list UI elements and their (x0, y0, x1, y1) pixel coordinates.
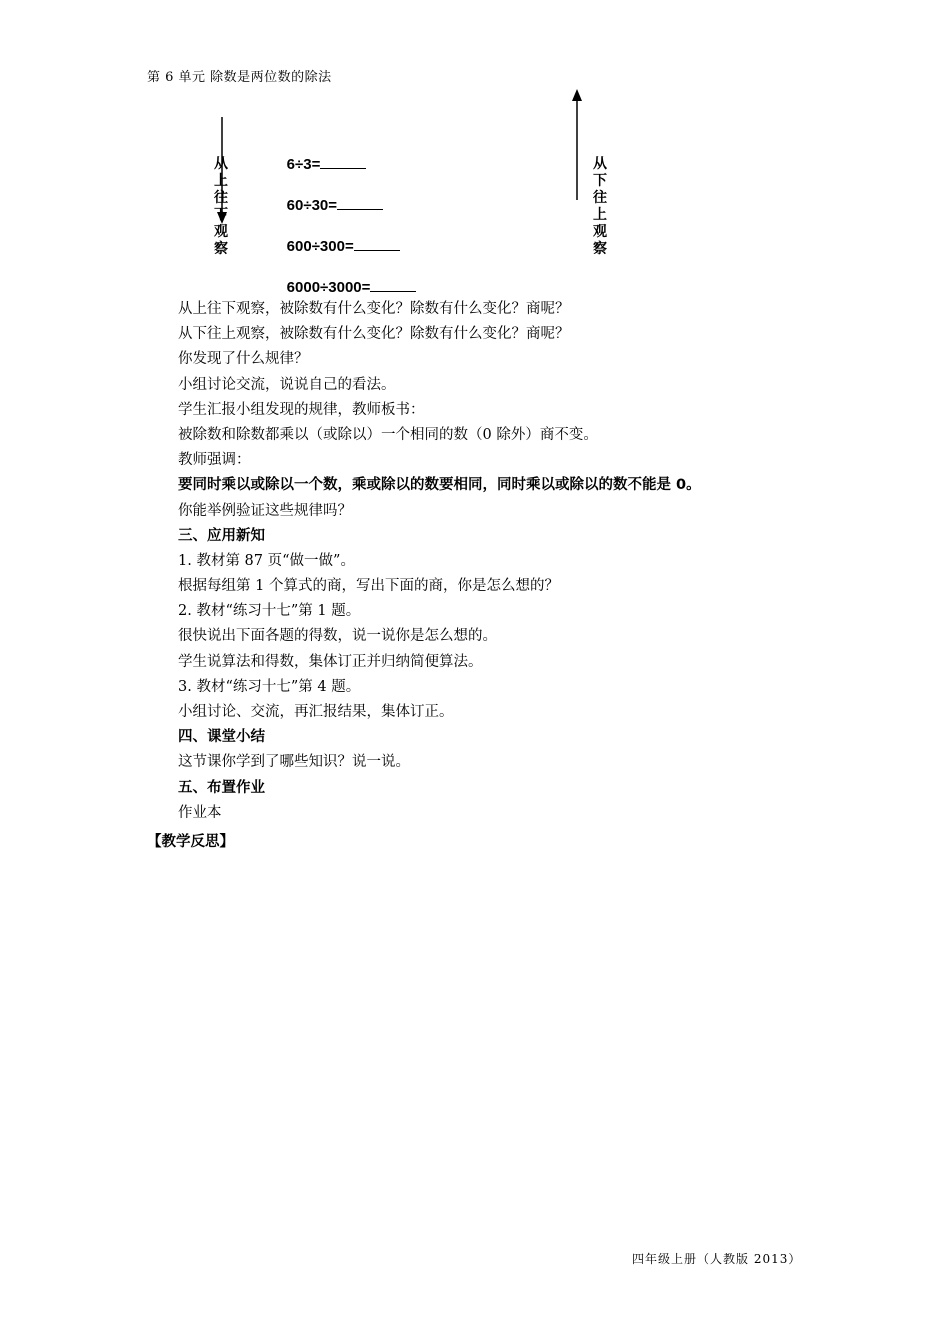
bold-text-line: 三、应用新知 (178, 527, 265, 544)
text-line: 1. 教材第 87 页“做一做”。 (178, 552, 355, 569)
text-line: 你发现了什么规律？ (178, 351, 309, 368)
answer-blank (370, 277, 416, 292)
bold-text-line: 五、布置作业 (178, 779, 265, 796)
text-line: 小组讨论、交流，再汇报结果，集体订正。 (178, 704, 454, 720)
text-line: 你能举例验证这些规律吗？ (178, 502, 352, 519)
equation-expr: 6÷3= (286, 156, 321, 173)
page-header: 第 6 单元 除数是两位数的除法 (147, 70, 332, 85)
text-line: 被除数和除数都乘以（或除以）一个相同的数（0 除外）商不变。 (178, 426, 598, 443)
answer-blank (337, 195, 383, 210)
answer-blank (320, 154, 366, 169)
text-line: 3. 教材“练习十七”第 4 题。 (178, 678, 361, 695)
text-line: 小组讨论交流，说说自己的看法。 (178, 376, 396, 393)
text-line: 很快说出下面各题的得数，说一说你是怎么想的。 (178, 628, 497, 645)
bold-text-line: 四、课堂小结 (178, 729, 265, 746)
equation-expr: 6000÷3000= (286, 279, 371, 296)
text-line: 学生说算法和得数，集体订正并归纳简便算法。 (178, 653, 483, 670)
top-down-label: 从 上 往 下 观 察 (214, 156, 228, 257)
text-line: 教师强调： (178, 452, 251, 469)
text-line: 学生汇报小组发现的规律，教师板书： (178, 401, 425, 418)
up-arrow-head (572, 89, 582, 101)
reflection-heading: 【教学反思】 (147, 834, 234, 850)
text-line: 从下往上观察，被除数有什么变化？除数有什么变化？商呢？ (178, 326, 570, 343)
text-line: 这节课你学到了哪些知识？说一说。 (178, 754, 410, 771)
equation-expr: 600÷300= (286, 238, 354, 255)
text-line: 从上往下观察，被除数有什么变化？除数有什么变化？商呢？ (178, 301, 570, 317)
page-footer: 四年级上册（人教版 2013） (632, 1252, 802, 1266)
bottom-up-label: 从 下 往 上 观 察 (593, 156, 607, 257)
text-line: 根据每组第 1 个算式的商，写出下面的商，你是怎么想的？ (178, 578, 559, 595)
text-line: 2. 教材“练习十七”第 1 题。 (178, 603, 361, 620)
answer-blank (354, 236, 400, 251)
equation-expr: 60÷30= (286, 197, 338, 214)
text-line: 作业本 (178, 804, 222, 821)
arrows-graphic (0, 0, 950, 300)
lesson-body (178, 297, 818, 826)
bold-text-line: 要同时乘以或除以一个数，乘或除以的数要相同，同时乘以或除以的数不能是 0。 (178, 477, 701, 494)
